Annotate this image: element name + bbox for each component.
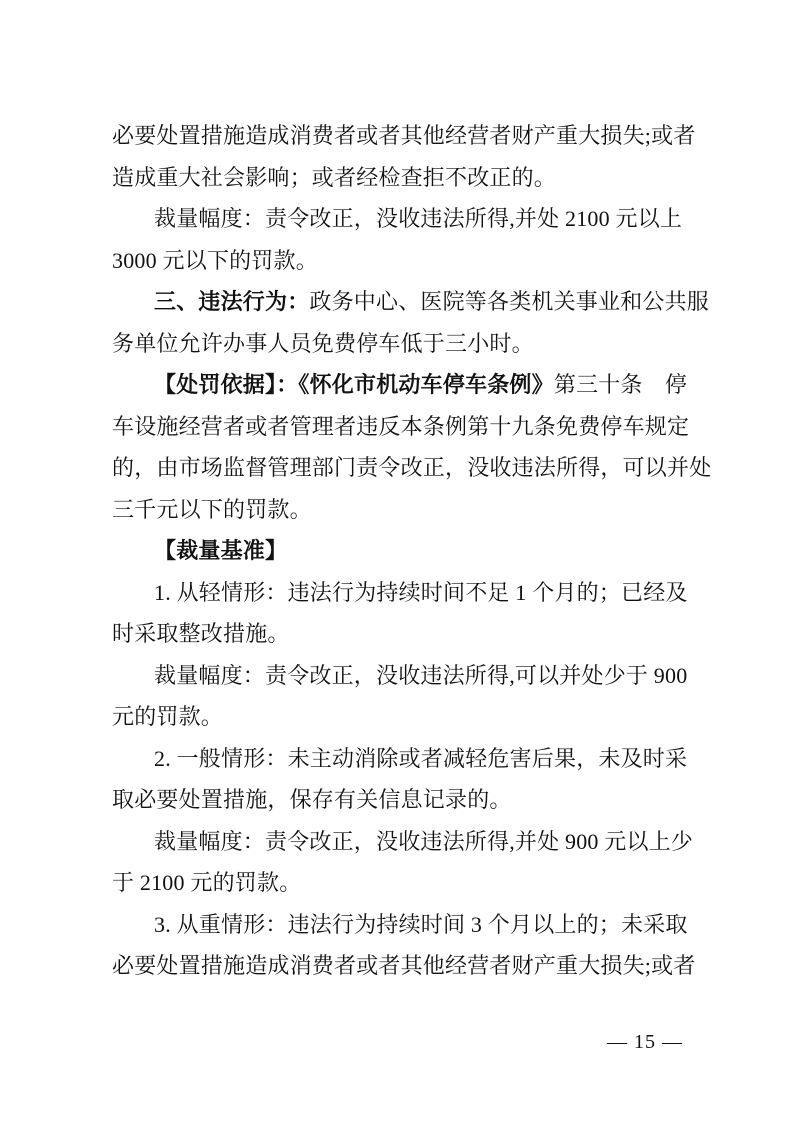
line-text: 造成重大社会影响；或者经检查拒不改正的。 xyxy=(112,164,557,190)
document-line xyxy=(112,115,696,157)
document-line xyxy=(112,281,710,323)
line-text: 裁量幅度：责令改正，没收违法所得,可以并处少于 900 xyxy=(154,662,688,688)
line-text: 政务中心、医院等各类机关事业和公共服 xyxy=(309,289,710,314)
line-text: 于 2100 元的罚款。 xyxy=(112,870,302,895)
line-text: 时采取整改措施。 xyxy=(112,621,290,646)
bold-heading-text: 【处罚依据】：《怀化市机动车停车条例》 xyxy=(154,372,554,397)
document-line xyxy=(112,572,688,614)
line-text: 2. 一般情形：未主动消除或者减轻危害后果，未及时采 xyxy=(154,745,688,771)
document-line xyxy=(112,447,712,489)
document-line xyxy=(112,406,688,448)
document-line xyxy=(112,945,696,987)
document-line xyxy=(112,613,688,655)
document-line xyxy=(112,157,688,199)
line-text: 3. 从重情形：违法行为持续时间 3 个月以上的；未采取 xyxy=(154,911,688,937)
document-line xyxy=(112,779,688,821)
document-line xyxy=(112,364,688,406)
line-text: 元的罚款。 xyxy=(112,704,224,729)
line-text: 的，由市场监督管理部门责令改正，没收违法所得，可以并处 xyxy=(112,455,712,480)
document-line xyxy=(112,696,688,738)
document-line xyxy=(112,655,688,697)
line-text: 第三十条 停 xyxy=(553,372,688,397)
line-text: 1. 从轻情形：违法行为持续时间不足 1 个月的；已经及 xyxy=(154,579,688,605)
document-body xyxy=(112,115,712,987)
line-text: 必要处置措施造成消费者或者其他经营者财产重大损失;或者 xyxy=(112,953,696,978)
line-text: 务单位允许办事人员免费停车低于三小时。 xyxy=(112,330,534,356)
document-line xyxy=(112,821,694,863)
line-text: 3000 元以下的罚款。 xyxy=(112,247,318,273)
document-line xyxy=(112,240,688,282)
bold-heading-text: 【裁量基准】 xyxy=(154,538,288,563)
line-text: 裁量幅度：责令改正，没收违法所得,并处 2100 元以上 xyxy=(154,206,683,231)
line-text: 必要处置措施造成消费者或者其他经营者财产重大损失;或者 xyxy=(112,123,696,148)
document-line xyxy=(112,738,688,780)
line-text: 三千元以下的罚款。 xyxy=(112,496,312,522)
line-text: 取必要处置措施，保存有关信息记录的。 xyxy=(112,787,512,812)
document-line xyxy=(112,489,688,531)
page-number: — 15 — xyxy=(607,1031,683,1053)
line-text: 裁量幅度：责令改正，没收违法所得,并处 900 元以上少 xyxy=(154,828,694,854)
document-line xyxy=(112,904,688,946)
document-line xyxy=(112,323,688,365)
document-line xyxy=(112,530,688,572)
bold-heading-text: 三、违法行为： xyxy=(154,289,310,314)
document-line xyxy=(112,862,688,904)
line-text: 车设施经营者或者管理者违反本条例第十九条免费停车规定 xyxy=(112,413,690,439)
document-line xyxy=(112,198,688,240)
